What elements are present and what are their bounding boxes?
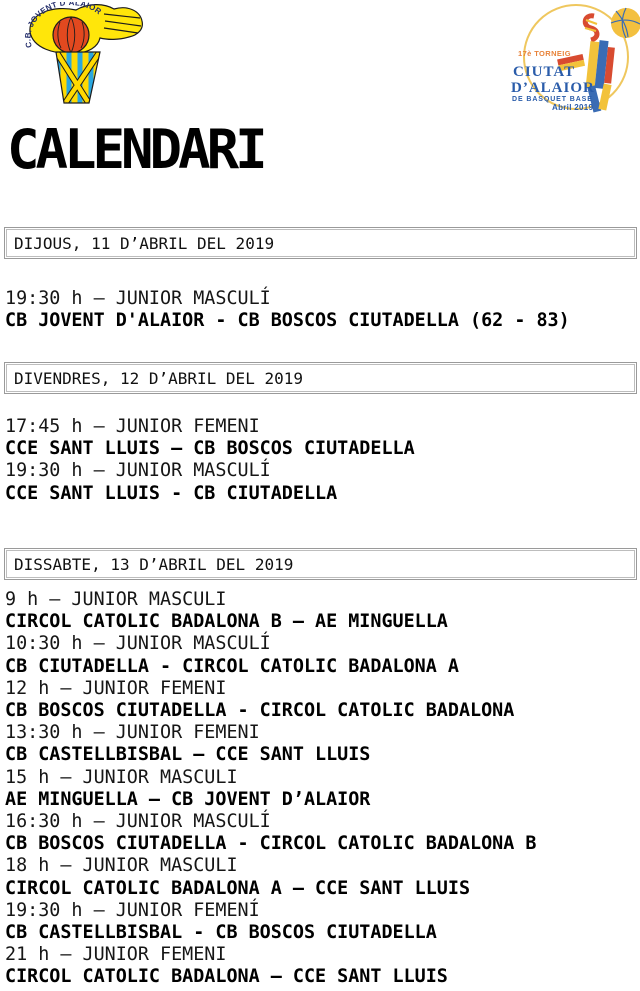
game-time-category: 17:45 h – JUNIOR FEMENI	[5, 416, 260, 437]
game-item	[5, 855, 640, 899]
game-match: AE MINGUELLA – CB JOVENT D’ALAIOR	[5, 788, 371, 810]
game-item	[5, 767, 640, 811]
game-item	[5, 900, 640, 944]
tournament-city-line2: D’ALAIOR	[511, 80, 595, 96]
game-match: CB BOSCOS CIUTADELLA - CIRCOL CATOLIC BADALONA B	[5, 833, 537, 855]
day-header-box	[4, 227, 637, 259]
day-header-box	[4, 548, 637, 580]
day-header-label: DIVENDRES, 12 D’ABRIL DEL 2019	[14, 368, 303, 388]
game-item	[5, 944, 640, 988]
game-time-category: 18 h – JUNIOR MASCULI	[5, 855, 238, 877]
game-time-category: 16:30 h – JUNIOR MASCULÍ	[5, 811, 271, 833]
game-time-category: 13:30 h – JUNIOR FEMENI	[5, 722, 260, 744]
games-list	[5, 416, 640, 505]
day-header-label: DISSABTE, 13 D’ABRIL DEL 2019	[14, 554, 294, 574]
game-item	[5, 722, 640, 766]
game-match: CB BOSCOS CIUTADELLA - CIRCOL CATOLIC BADALONA	[5, 700, 515, 722]
game-time-category: 10:30 h – JUNIOR MASCULÍ	[5, 633, 271, 655]
games-list	[5, 288, 640, 332]
game-time-category: 19:30 h – JUNIOR FEMENÍ	[5, 899, 260, 921]
games-list	[5, 589, 640, 989]
tournament-subtitle-text: DE BASQUET BASE	[512, 96, 593, 103]
game-match: CCE SANT LLUIS - CB CIUTADELLA	[5, 482, 338, 504]
tournament-city-line1: CIUTAT	[513, 64, 576, 80]
game-match: CCE SANT LLUIS – CB BOSCOS CIUTADELLA	[5, 438, 415, 460]
game-match: CB CASTELLBISBAL - CB BOSCOS CIUTADELLA	[5, 922, 437, 944]
game-time-category: 19:30 h – JUNIOR MASCULÍ	[5, 460, 271, 482]
game-item	[5, 633, 640, 677]
club-name-curved-text: C.B. JOVENT D’ALAIOR	[23, 2, 104, 49]
game-item	[5, 460, 640, 504]
game-match: CB CIUTADELLA - CIRCOL CATOLIC BADALONA A	[5, 655, 459, 677]
game-time-category: 21 h – JUNIOR FEMENI	[5, 944, 227, 966]
game-match: CIRCOL CATOLIC BADALONA – CCE SANT LLUIS	[5, 966, 448, 988]
game-match: CB JOVENT D'ALAIOR - CB BOSCOS CIUTADELLA (62 - 83)	[5, 310, 570, 332]
game-match: CIRCOL CATOLIC BADALONA B – AE MINGUELLA	[5, 611, 448, 633]
day-section	[0, 227, 640, 332]
day-section	[0, 548, 640, 989]
game-time-category: 12 h – JUNIOR FEMENI	[5, 677, 227, 699]
game-item	[5, 811, 640, 855]
day-header-box	[4, 362, 637, 394]
game-time-category: 15 h – JUNIOR MASCULI	[5, 766, 238, 788]
game-item	[5, 589, 640, 633]
game-time-category: 9 h – JUNIOR MASCULI	[5, 589, 227, 610]
game-time-category: 19:30 h – JUNIOR MASCULÍ	[5, 288, 271, 309]
tournament-date-text: Abril 2019	[552, 103, 594, 112]
tournament-edition-text: 17è TORNEIG	[518, 49, 572, 58]
day-header-label: DIJOUS, 11 D’ABRIL DEL 2019	[14, 233, 275, 253]
game-item	[5, 416, 640, 460]
game-match: CB CASTELLBISBAL – CCE SANT LLUIS	[5, 744, 371, 766]
day-section	[0, 362, 640, 505]
page-title: CALENDARI	[7, 118, 264, 181]
game-match: CIRCOL CATOLIC BADALONA A – CCE SANT LLUIS	[5, 877, 471, 899]
game-item	[5, 678, 640, 722]
game-item	[5, 288, 640, 332]
